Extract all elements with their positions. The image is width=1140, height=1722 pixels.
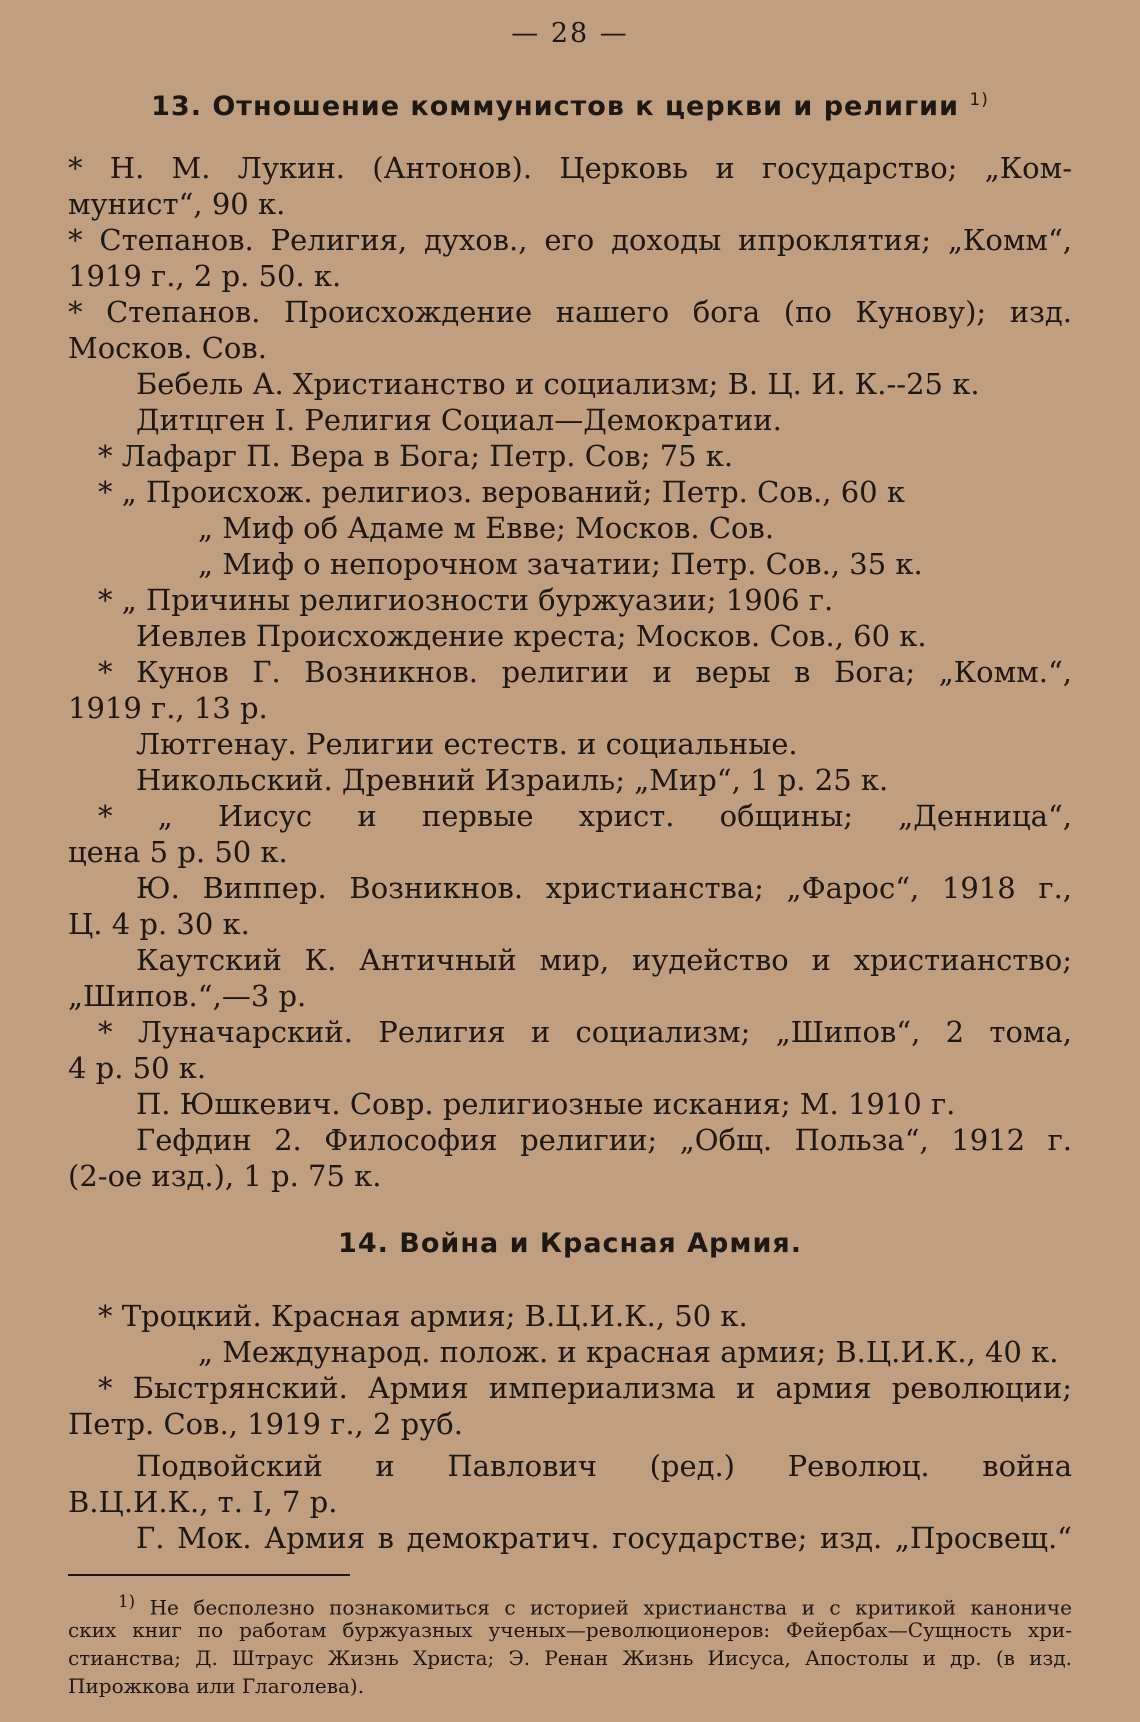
entry-line: Каутский К. Античный мир, иудейство и христианство;: [136, 943, 1072, 977]
entry-line: 1919 г., 13 р.: [68, 691, 268, 725]
entry-line: „ Миф об Адаме м Евве; Москов. Сов.: [198, 511, 775, 545]
entry-line: Никольский. Древний Израиль; „Мир“, 1 р. 25 к.: [136, 763, 889, 797]
entry-line: (2-ое изд.), 1 р. 75 к.: [68, 1159, 382, 1193]
section-13-title: [68, 80, 1072, 120]
entry-line: * Степанов. Религия, духов., его доходы ипроклятия; „Комм“,: [68, 223, 1072, 257]
entry-line: * „ Причины религиозности буржуазии; 1906 г.: [98, 583, 834, 617]
entry-line: „ Международ. полож. и красная армия; В.Ц.И.К., 40 к.: [198, 1335, 1059, 1369]
entry-line: Москов. Сов.: [68, 331, 267, 365]
entry-line: Г. Мок. Армия в демократич. государстве; изд. „Просвещ.“: [136, 1521, 1072, 1555]
entry-line: Гефдин 2. Философия религии; „Общ. Польза“, 1912 г.: [136, 1123, 1072, 1157]
section-14-title: 14. Война и Красная Армия.: [338, 1228, 802, 1259]
entry-line: Дитцген I. Религия Социал—Демократии.: [136, 403, 782, 437]
footnote: [68, 1588, 1072, 1700]
entry-line: мунист“, 90 к.: [68, 187, 286, 221]
entry-line: П. Юшкевич. Совр. религиозные искания; М. 1910 г.: [136, 1087, 956, 1121]
entry-line: 1919 г., 2 р. 50. к.: [68, 259, 342, 293]
section-13-title-text: 13. Отношение коммунистов к церкви и религии: [151, 91, 960, 122]
footnote-text: Не бесполезно познакомиться с историей христианства и с критикой канониче: [149, 1595, 1072, 1620]
footnote-line: [68, 1588, 1072, 1620]
footnote-divider: [68, 1574, 350, 1576]
entry-line: * „ Происхож. религиоз. верований; Петр. Сов., 60 к: [98, 475, 905, 509]
entry-line: Ц. 4 р. 30 к.: [68, 907, 250, 941]
entry-line: Лютгенау. Религии естеств. и социальные.: [136, 727, 798, 761]
section-13-entries: [68, 150, 1072, 1194]
entry-line: Петр. Сов., 1919 г., 2 руб.: [68, 1407, 463, 1441]
footnote-line: стианства; Д. Штраус Жизнь Христа; Э. Ренан Жизнь Иисуса, Апостолы и др. (в изд.: [68, 1646, 1072, 1670]
entry-line: Иевлев Происхождение креста; Москов. Сов., 60 к.: [136, 619, 927, 653]
entry-line: * Н. М. Лукин. (Антонов). Церковь и государство; „Ком-: [68, 151, 1072, 185]
entry-line: „ Миф о непорочном зачатии; Петр. Сов., 35 к.: [198, 547, 923, 581]
entry-line: „Шипов.“,—3 р.: [68, 979, 307, 1013]
entry-line: цена 5 р. 50 к.: [68, 835, 288, 869]
page-number: — 28 —: [511, 18, 629, 49]
entry-line: * Быстрянский. Армия империализма и армия революции;: [98, 1371, 1072, 1405]
entry-line: * „ Иисус и первые христ. общины; „Денница“,: [98, 799, 1072, 833]
section-14-entries: [68, 1298, 1072, 1556]
footnote-mark: 1): [118, 1592, 136, 1611]
footnote-line: ских книг по работам буржуазных ученых—революционеров: Фейербах—Сущность хри-: [68, 1618, 1072, 1642]
entry-line: Бебель А. Христианство и социализм; В. Ц. И. К.--25 к.: [136, 367, 980, 401]
entry-line: * Кунов Г. Возникнов. религии и веры в Бога; „Комм.“,: [98, 655, 1072, 689]
entry-line: * Луначарский. Религия и социализм; „Шипов“, 2 тома,: [98, 1015, 1072, 1049]
entry-line: * Степанов. Происхождение нашего бога (по Кунову); изд.: [68, 295, 1072, 329]
entry-line: В.Ц.И.К., т. I, 7 р.: [68, 1485, 338, 1519]
entry-line: Ю. Виппер. Возникнов. христианства; „Фарос“, 1918 г.,: [136, 871, 1072, 905]
footnote-reference: 1): [969, 90, 989, 110]
entry-line: * Троцкий. Красная армия; В.Ц.И.К., 50 к.: [98, 1299, 748, 1333]
entry-line: * Лафарг П. Вера в Бога; Петр. Сов; 75 к.: [98, 439, 734, 473]
footnote-line: Пирожкова или Глаголева).: [68, 1674, 365, 1698]
entry-line: Подвойский и Павлович (ред.) Революц. война: [136, 1449, 1072, 1483]
entry-line: 4 р. 50 к.: [68, 1051, 207, 1085]
